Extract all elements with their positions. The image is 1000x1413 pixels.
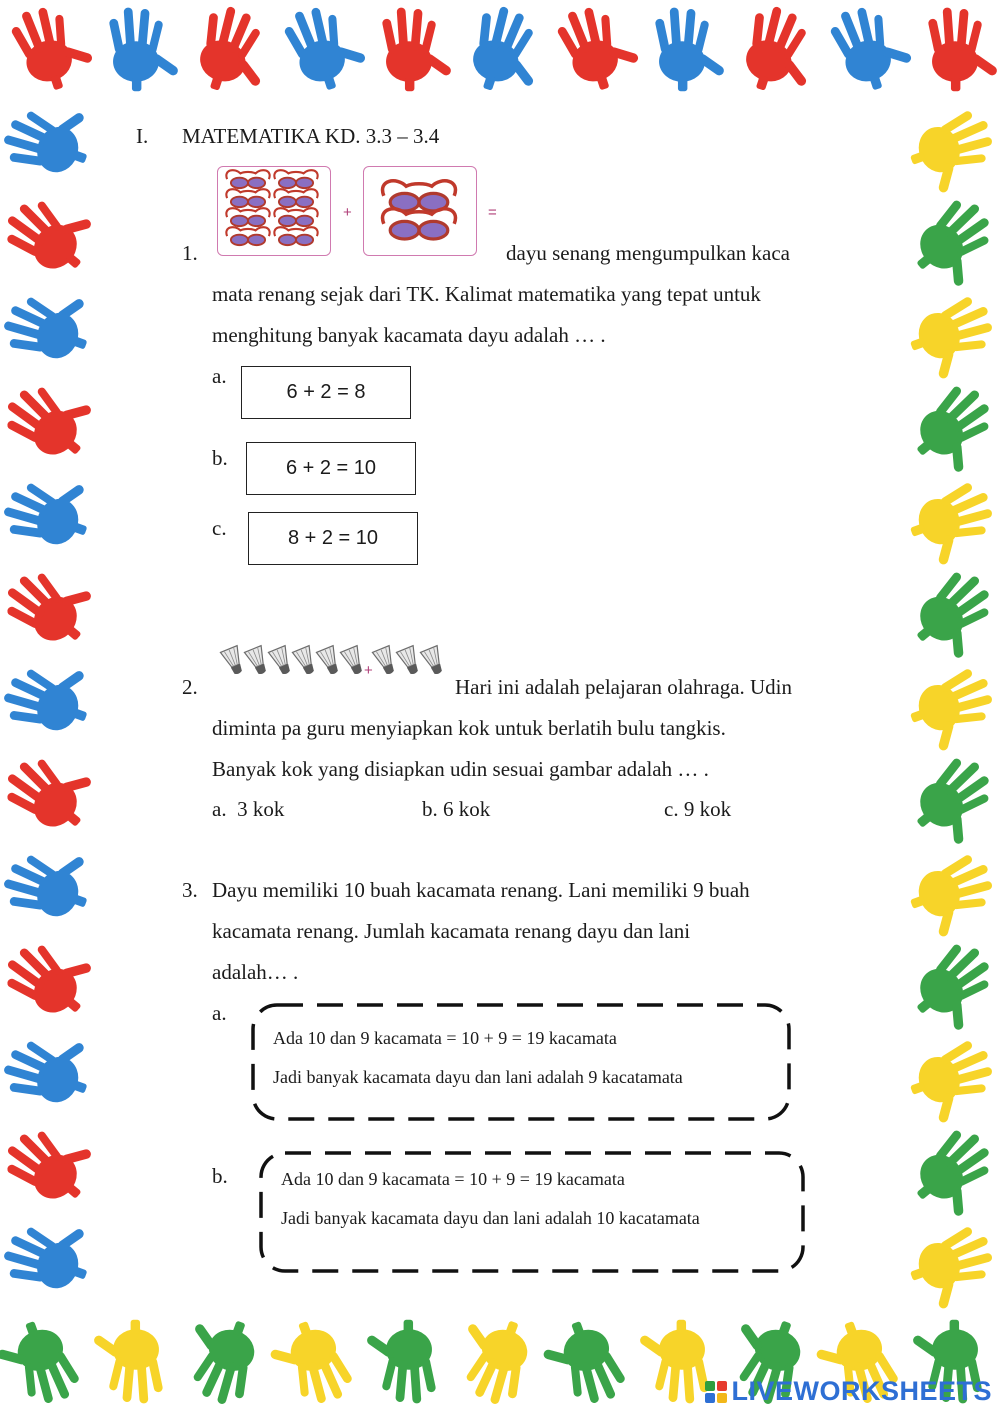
handprint-icon xyxy=(901,563,1000,671)
question-text: mata renang sejak dari TK. Kalimat matematika yang tepat untuk xyxy=(212,282,761,306)
handprint-icon xyxy=(262,1313,358,1413)
shuttlecock-image xyxy=(218,644,454,682)
question-text: kacamata renang. Jumlah kacamata renang dayu dan lani xyxy=(212,919,691,943)
handprint-icon xyxy=(0,834,101,930)
question-number: 3. xyxy=(182,878,198,902)
handprint-icon xyxy=(6,0,100,98)
handprint-icon xyxy=(172,1307,268,1410)
option-letter: b. xyxy=(422,797,438,821)
question-text: Banyak kok yang disiapkan udin sesuai gambar adalah … . xyxy=(212,757,709,781)
answer-option-a[interactable] xyxy=(250,1002,792,1122)
handprint-icon xyxy=(0,90,101,186)
handprint-icon xyxy=(0,1020,101,1116)
option-line: Ada 10 dan 9 kacamata = 10 + 9 = 19 kacamata xyxy=(273,1028,617,1048)
question-number: 2. xyxy=(182,675,198,699)
shuttlecock-icon xyxy=(268,646,295,677)
section-title: MATEMATIKA KD. 3.3 – 3.4 xyxy=(182,124,440,148)
goggles-icon xyxy=(226,227,269,245)
question-text: adalah… . xyxy=(212,960,299,984)
goggles-icon xyxy=(226,189,269,207)
handprint-icon xyxy=(901,749,1000,857)
handprint-icon xyxy=(0,462,101,558)
answer-option-a[interactable] xyxy=(212,799,284,820)
option-letter: b. xyxy=(212,1164,228,1188)
handprint-icon xyxy=(655,7,726,91)
handprint-icon xyxy=(902,291,1000,387)
option-text: 9 kok xyxy=(683,797,732,821)
handprint-icon xyxy=(552,0,646,98)
section-roman-numeral: I. xyxy=(136,124,149,148)
option-letter: c. xyxy=(212,516,227,540)
equals-sign: = xyxy=(488,204,497,221)
handprint-icon xyxy=(902,1035,1000,1131)
logo-square xyxy=(717,1381,727,1391)
handprint-icon xyxy=(928,7,999,91)
liveworksheets-logo-mark xyxy=(705,1381,727,1403)
option-text: 6 kok xyxy=(443,797,491,821)
goggles-icon xyxy=(226,208,269,226)
shuttlecock-icon xyxy=(372,646,399,677)
plus-sign: + xyxy=(364,662,373,679)
option-letter: a. xyxy=(212,364,227,388)
handprint-icon xyxy=(0,1108,106,1216)
option-letter: b. xyxy=(212,446,228,470)
question-number: 1. xyxy=(182,241,198,265)
handprint-icon xyxy=(0,648,101,744)
goggles-image-group-a xyxy=(217,166,331,256)
handprint-icon xyxy=(382,7,453,91)
handprint-icon xyxy=(901,1121,1000,1229)
handprint-icon xyxy=(0,1313,85,1413)
goggles-image-group-b xyxy=(363,166,477,256)
shuttlecock-icon xyxy=(396,646,423,677)
handprint-icon xyxy=(902,849,1000,945)
answer-option-b[interactable] xyxy=(422,799,490,820)
handprint-icon xyxy=(901,377,1000,485)
handprint-icon xyxy=(901,935,1000,1043)
dashed-frame xyxy=(250,1002,792,1122)
liveworksheets-logo xyxy=(705,1376,992,1407)
handprint-icon xyxy=(0,736,106,844)
handprint-icon xyxy=(0,550,106,658)
goggles-icon xyxy=(383,209,456,239)
goggles-icon xyxy=(274,227,317,245)
handprint-icon xyxy=(0,364,106,472)
answer-option-b[interactable]: 6 + 2 = 10 xyxy=(246,442,416,495)
handprint-icon xyxy=(0,1206,101,1302)
question-text: menghitung banyak kacamata dayu adalah … . xyxy=(212,323,606,347)
logo-square xyxy=(705,1381,715,1391)
handprint-icon xyxy=(825,0,919,98)
handprint-icon xyxy=(188,1,282,103)
option-letter: a. xyxy=(212,1001,227,1025)
question-text: diminta pa guru menyiapkan kok untuk berlatih bulu tangkis. xyxy=(212,716,726,740)
goggles-icon xyxy=(383,181,456,211)
answer-option-a[interactable]: 6 + 2 = 8 xyxy=(241,366,411,419)
question-text: Hari ini adalah pelajaran olahraga. Udin xyxy=(455,675,793,699)
answer-option-c[interactable] xyxy=(664,799,731,820)
logo-square xyxy=(705,1393,715,1403)
shuttlecock-icon xyxy=(220,646,247,677)
goggles-icon xyxy=(274,208,317,226)
handprint-icon xyxy=(92,1320,163,1404)
handprint-icon xyxy=(279,0,373,98)
option-text: 3 kok xyxy=(237,797,285,821)
option-line: Jadi banyak kacamata dayu dan lani adalah 10 kacatamata xyxy=(281,1208,700,1228)
answer-option-c[interactable]: 8 + 2 = 10 xyxy=(248,512,418,565)
plus-sign: + xyxy=(343,204,352,221)
handprint-icon xyxy=(902,663,1000,759)
handprint-icon xyxy=(535,1313,631,1413)
question-text: Dayu memiliki 10 buah kacamata renang. Lani memiliki 9 buah xyxy=(212,878,750,902)
handprint-icon xyxy=(0,178,106,286)
handprint-icon xyxy=(638,1320,709,1404)
handprint-icon xyxy=(0,922,106,1030)
handprint-icon xyxy=(901,191,1000,299)
handprint-icon xyxy=(0,276,101,372)
option-letter: a. xyxy=(212,797,227,821)
handprint-icon xyxy=(109,7,180,91)
handprint-icon xyxy=(902,477,1000,573)
option-line: Ada 10 dan 9 kacamata = 10 + 9 = 19 kacamata xyxy=(281,1169,625,1189)
shuttlecock-icon xyxy=(316,646,343,677)
handprint-icon xyxy=(445,1307,541,1410)
goggles-icon xyxy=(274,170,317,188)
goggles-icon xyxy=(274,189,317,207)
shuttlecock-icon xyxy=(244,646,271,677)
logo-square xyxy=(717,1393,727,1403)
question-text: dayu senang mengumpulkan kaca xyxy=(506,241,790,265)
handprint-icon xyxy=(902,105,1000,201)
shuttlecock-icon xyxy=(292,646,319,677)
handprint-icon xyxy=(734,1,828,103)
handprint-icon xyxy=(461,1,555,103)
handprint-icon xyxy=(902,1221,1000,1317)
shuttlecock-icon xyxy=(420,646,447,677)
goggles-icon xyxy=(226,170,269,188)
option-line: Jadi banyak kacamata dayu dan lani adalah 9 kacatamata xyxy=(273,1067,683,1087)
answer-option-b[interactable] xyxy=(258,1150,806,1274)
handprint-icon xyxy=(365,1320,436,1404)
option-letter: c. xyxy=(664,797,679,821)
liveworksheets-wordmark: LIVEWORKSHEETS xyxy=(731,1376,992,1406)
